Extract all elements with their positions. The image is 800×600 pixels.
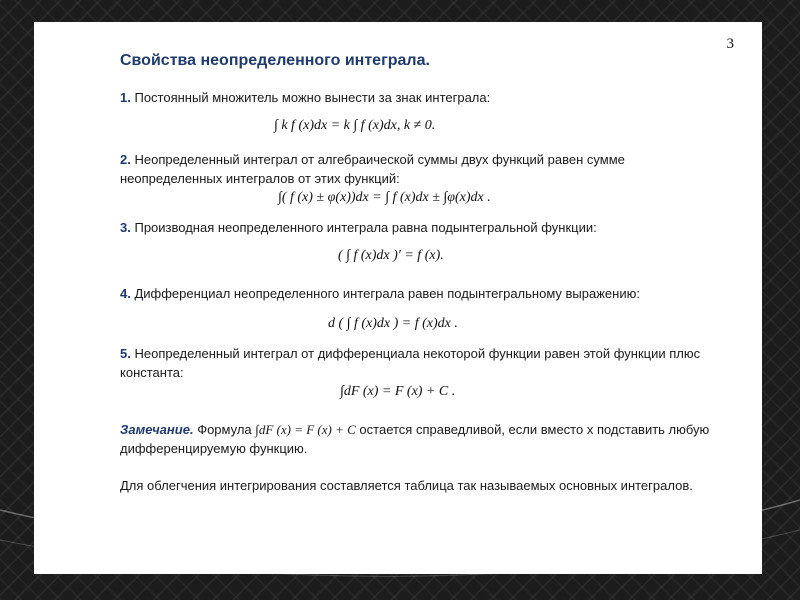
property-4-number: 4.	[120, 286, 131, 301]
remark-text-before: Формула	[197, 422, 252, 437]
property-3-text	[120, 218, 720, 237]
property-1-number: 1.	[120, 90, 131, 105]
property-3-number: 3.	[120, 220, 131, 235]
property-4-text	[120, 284, 720, 303]
slide	[34, 22, 762, 574]
page-number: 3	[726, 36, 734, 52]
property-5-number: 5.	[120, 346, 131, 361]
property-1-label: Постоянный множитель можно вынести за знак интеграла:	[134, 90, 491, 105]
property-1-text	[120, 88, 720, 107]
property-5-formula: ∫dF (x) = F (x) + C .	[340, 384, 456, 399]
property-5-label: Неопределенный интеграл от дифференциала некоторой функции равен этой функции плюс константа:	[120, 346, 701, 380]
property-3-label: Производная неопределенного интеграла равна подынтегральной функции:	[134, 220, 597, 235]
remark-label: Замечание.	[120, 422, 194, 437]
page-title: Свойства неопределенного интеграла.	[120, 52, 430, 69]
property-2-text	[120, 150, 720, 188]
property-4-label: Дифференциал неопределенного интеграла равен подынтегральному выражению:	[134, 286, 640, 301]
property-3-formula: ( ∫ f (x)dx )′ = f (x).	[338, 248, 444, 263]
property-4-formula: d ( ∫ f (x)dx ) = f (x)dx .	[328, 316, 458, 331]
property-5-text	[120, 344, 720, 382]
property-2-number: 2.	[120, 152, 131, 167]
property-1-formula: ∫ k f (x)dx = k ∫ f (x)dx, k ≠ 0.	[274, 118, 436, 133]
footer-text: Для облегчения интегрирования составляется таблица так называемых основных интегралов.	[120, 478, 693, 493]
remark-text-after: остается справедливой, если вместо x подставить любую дифференцируемую функцию.	[120, 422, 710, 456]
remark-formula: ∫dF (x) = F (x) + C	[255, 422, 356, 437]
property-2-formula: ∫( f (x) ± φ(x))dx = ∫ f (x)dx ± ∫φ(x)dx .	[278, 190, 491, 205]
property-2-label: Неопределенный интеграл от алгебраической суммы двух функций равен сумме неопределенных интегралов от этих функций:	[120, 152, 625, 186]
remark	[120, 420, 720, 458]
